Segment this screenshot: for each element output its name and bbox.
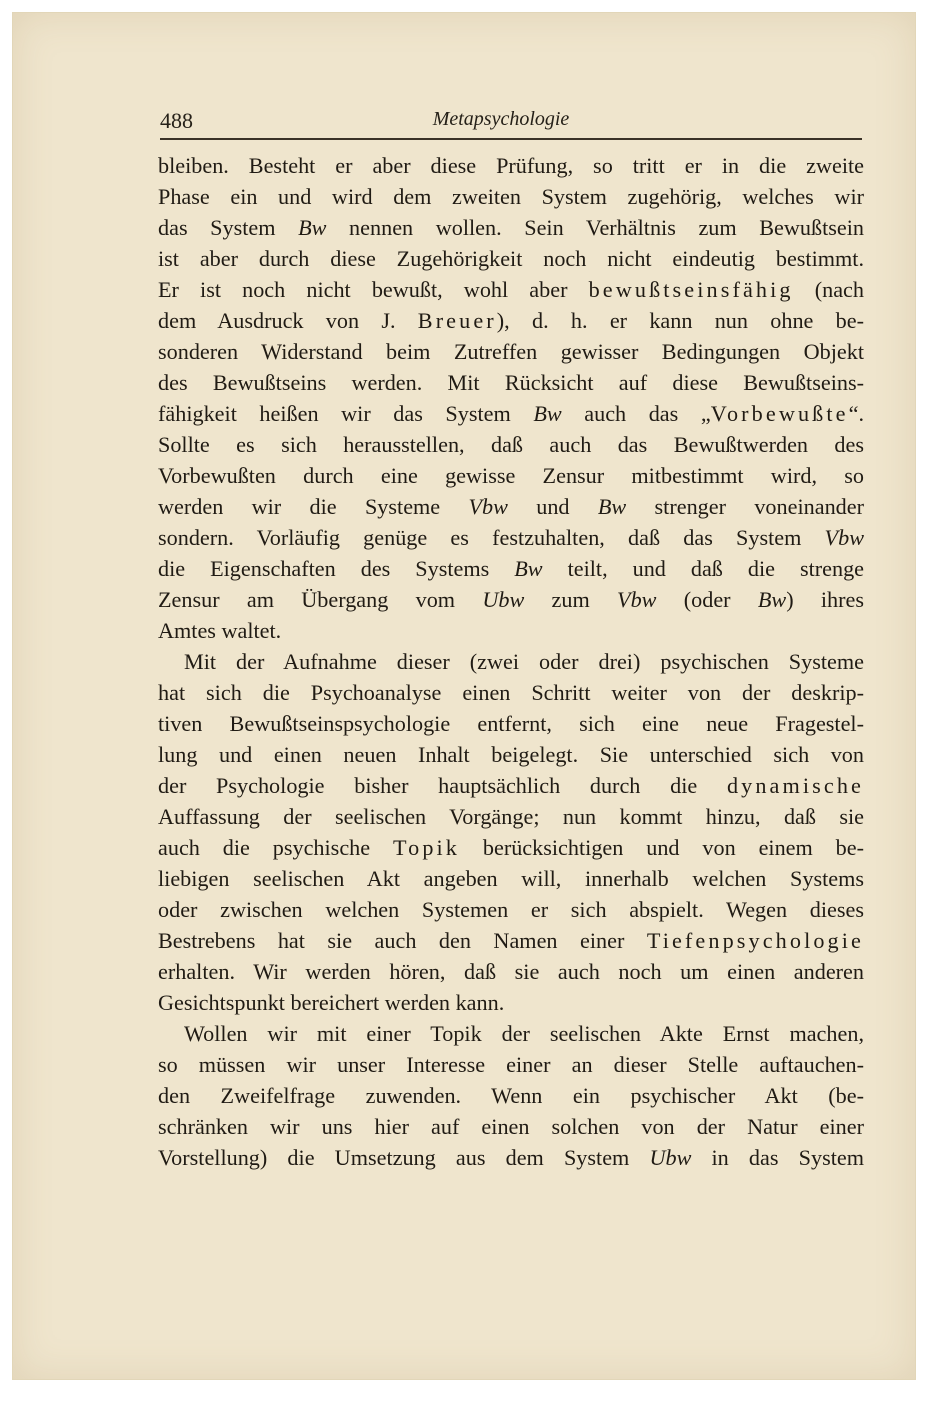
text-line: der Psychologie bisher hauptsächlich durch die dynamische [158, 773, 864, 798]
emphasized-term: Tiefenpsychologie [646, 928, 864, 953]
text-line: auch die psychische Topik berücksichtigen und von einem be- [158, 835, 864, 860]
page-header [160, 108, 862, 136]
text-line: Gesichtspunkt bereichert werden kann. [158, 990, 505, 1015]
text-line: dem Ausdruck von J. Breuer), d. h. er kann nun ohne be- [158, 308, 864, 333]
system-abbreviation: Vbw [468, 494, 508, 519]
system-abbreviation: Vbw [617, 587, 657, 612]
text-line: Phase ein und wird dem zweiten System zugehörig, welches wir [158, 184, 864, 209]
emphasized-term: Vorbewußte [710, 401, 849, 426]
text-line: fähigkeit heißen wir das System Bw auch das „Vorbewußte“. [158, 401, 864, 426]
text-line: schränken wir uns hier auf einen solchen von der Natur einer [158, 1114, 864, 1139]
text-line: Vorstellung) die Umsetzung aus dem System Ubw in das System [158, 1145, 864, 1170]
system-abbreviation: Bw [298, 215, 327, 240]
text-line: den Zweifelfrage zuwenden. Wenn ein psychischer Akt (be- [158, 1083, 864, 1108]
text-line: Er ist noch nicht bewußt, wohl aber bewußtseinsfähig (nach [158, 277, 864, 302]
text-line: ist aber durch diese Zugehörigkeit noch nicht eindeutig bestimmt. [158, 246, 864, 271]
text-line: lung und einen neuen Inhalt beigelegt. Sie unterschied sich von [158, 742, 864, 767]
text-line: oder zwischen welchen Systemen er sich abspielt. Wegen dieses [158, 897, 864, 922]
text-line: Sollte es sich herausstellen, daß auch das Bewußtwerden des [158, 432, 864, 457]
system-abbreviation: Bw [533, 401, 562, 426]
text-line: so müssen wir unser Interesse einer an dieser Stelle auftauchen- [158, 1052, 864, 1077]
system-abbreviation: Bw [597, 494, 627, 519]
text-line: liebigen seelischen Akt angeben will, innerhalb welchen Systems [158, 866, 864, 891]
running-head: Metapsychologie [432, 108, 570, 130]
text-line: hat sich die Psychoanalyse einen Schritt weiter von der deskrip- [158, 680, 864, 705]
system-abbreviation: Bw [757, 587, 787, 612]
page-number: 488 [160, 108, 193, 133]
emphasized-term: Topik [393, 835, 460, 860]
system-abbreviation: Ubw [482, 587, 525, 612]
text-line: Vorbewußten durch eine gewisse Zensur mitbestimmt wird, so [158, 463, 864, 488]
system-abbreviation: Vbw [824, 525, 864, 550]
emphasized-term: bewußtseinsfähig [588, 277, 794, 302]
text-line: tiven Bewußtseinspsychologie entfernt, sich eine neue Fragestel- [158, 711, 864, 736]
body-text [158, 150, 864, 1173]
text-line: das System Bw nennen wollen. Sein Verhältnis zum Bewußtsein [158, 215, 864, 240]
text-line: Auffassung der seelischen Vorgänge; nun kommt hinzu, daß sie [158, 804, 864, 829]
text-line: bleiben. Besteht er aber diese Prüfung, so tritt er in die zweite [158, 153, 864, 178]
text-line: sonderen Widerstand beim Zutreffen gewisser Bedingungen Objekt [158, 339, 864, 364]
text-line: die Eigenschaften des Systems Bw teilt, und daß die strenge [158, 556, 865, 581]
text-line: Bestrebens hat sie auch den Namen einer Tiefenpsychologie [158, 928, 864, 953]
text-line: sondern. Vorläufig genüge es festzuhalten, daß das System Vbw [158, 525, 864, 550]
text-line: Wollen wir mit einer Topik der seelischen Akte Ernst machen, [184, 1021, 864, 1046]
text-line: Mit der Aufnahme dieser (zwei oder drei) psychischen Systeme [184, 649, 864, 674]
emphasized-name: Breuer [417, 308, 497, 333]
text-line: Amtes waltet. [158, 618, 282, 643]
emphasized-term: dynamische [726, 773, 864, 798]
system-abbreviation: Bw [514, 556, 543, 581]
text-line: werden wir die Systeme Vbw und Bw strenger voneinander [158, 494, 864, 519]
text-line: erhalten. Wir werden hören, daß sie auch noch um einen anderen [158, 959, 864, 984]
text-line: des Bewußtseins werden. Mit Rücksicht auf diese Bewußtseins- [158, 370, 864, 395]
header-rule [160, 138, 862, 140]
system-abbreviation: Ubw [649, 1145, 692, 1170]
text-line: Zensur am Übergang vom Ubw zum Vbw (oder Bw) ihres [158, 587, 864, 612]
